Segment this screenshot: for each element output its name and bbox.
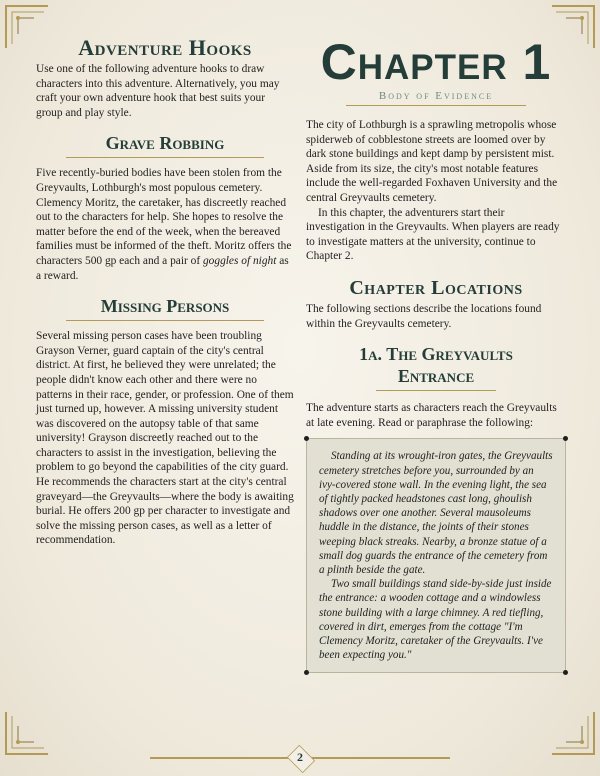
page-number: 2 (297, 750, 303, 764)
adventure-hooks-heading: Adventure Hooks (78, 35, 252, 60)
chapter-divider (346, 105, 526, 106)
read-aloud-corner-dot (563, 670, 568, 675)
entrance-divider (376, 390, 496, 391)
read-aloud-corner-dot (304, 670, 309, 675)
chapter-title: Chapter 1 (320, 34, 552, 90)
read-aloud-paragraph-1: Standing at its wrought-iron gates, the Greyvaults cemetery stretches before you, surrounded by an ivy-covered stone wall. In the evening light, the sea of tightly packed headstones cast long, ghoulish shadows over one another. Several mausoleums huddle in the distance, the joints of their stones weeping black streaks. Nearby, a bronze statue of a small dog guards the entrance of the cemetery from a plinth beside the gate. (319, 450, 553, 576)
chapter-locations-text: The following sections describe the locations found within the Greyvaults cemetery. (306, 302, 542, 330)
entrance-text: The adventure starts as characters reach the Greyvaults at late evening. Read or paraphrase the following: (306, 402, 557, 429)
entrance-heading-line-2: Entrance (397, 366, 475, 387)
read-aloud-corner-dot (563, 436, 568, 441)
grave-robbing-divider (66, 157, 264, 158)
read-aloud-box (306, 438, 566, 673)
grave-robbing-heading: Grave Robbing (105, 133, 225, 154)
chapter-intro-paragraph-2: In this chapter, the adventurers start their investigation in the Greyvaults. When players are ready to investigate matters at the university, continue to Chapter 2. (306, 206, 560, 263)
missing-persons-heading: Missing Persons (100, 296, 230, 317)
chapter-intro-paragraph-1: The city of Lothburgh is a sprawling metropolis whose spiderweb of cobblestone streets are loomed over by dark stone buildings and kept damp by persistent mist. Aside from its size, the city's most notable features include the well-regarded Foxhaven University and the central Greyvaults cemetery. (306, 119, 558, 204)
goggles-of-night-item: goggles of night (202, 254, 277, 267)
read-aloud-paragraph-2: Two small buildings stand side-by-side just inside the entrance: a wooden cottage and a windowless stone building with a large chimney. A red tiefling, covered in dirt, emerges from the cottage "I'm Clemency Moritz, caretaker of the Greyvaults. I've been expecting you." (319, 578, 552, 662)
adventure-hooks-intro: Use one of the following adventure hooks to draw characters into this adventure. Alternatively, you may craft your own adventure hook that best suits your group and play style. (36, 63, 280, 119)
chapter-subtitle: Body of Evidence (378, 90, 494, 102)
chapter-locations-heading: Chapter Locations (349, 276, 523, 299)
page-footer (0, 746, 600, 770)
grave-robbing-text: Five recently-buried bodies have been stolen from the Greyvaults, Lothburgh's most populous cemetery. Clemency Moritz, the caretaker, has discreetly reached out to the characters for help. She hopes to resolve the matter before the end of the week, when the bereaved families must be informed of the theft. Moritz offers the characters 500 gp each and a pair of goggles of night as a reward. (36, 167, 292, 282)
read-aloud-corner-dot (304, 436, 309, 441)
missing-persons-divider (66, 320, 264, 321)
entrance-heading-line-1: 1a. The Greyvaults (359, 344, 513, 365)
left-column (36, 36, 294, 548)
missing-persons-text: Several missing person cases have been troubling Grayson Verner, guard captain of the city's central district. At first, he believed they were unrelated; the people didn't know each other and there were no patterns in their race, gender, or profession. One of them just turned up, however. A missing university student was discovered on the autopsy table of that same university! Grayson discreetly reached out to the characters to assist in the investigation, believing the problem to go beyond the capabilities of the city guard. He recommends the characters start at the city's central graveyard—the Greyvaults—where the body is awaiting burial. He offers 200 gp per character to investigate and solve the missing person cases, as well as a letter of recommendation. (36, 330, 294, 547)
right-column (306, 36, 566, 673)
